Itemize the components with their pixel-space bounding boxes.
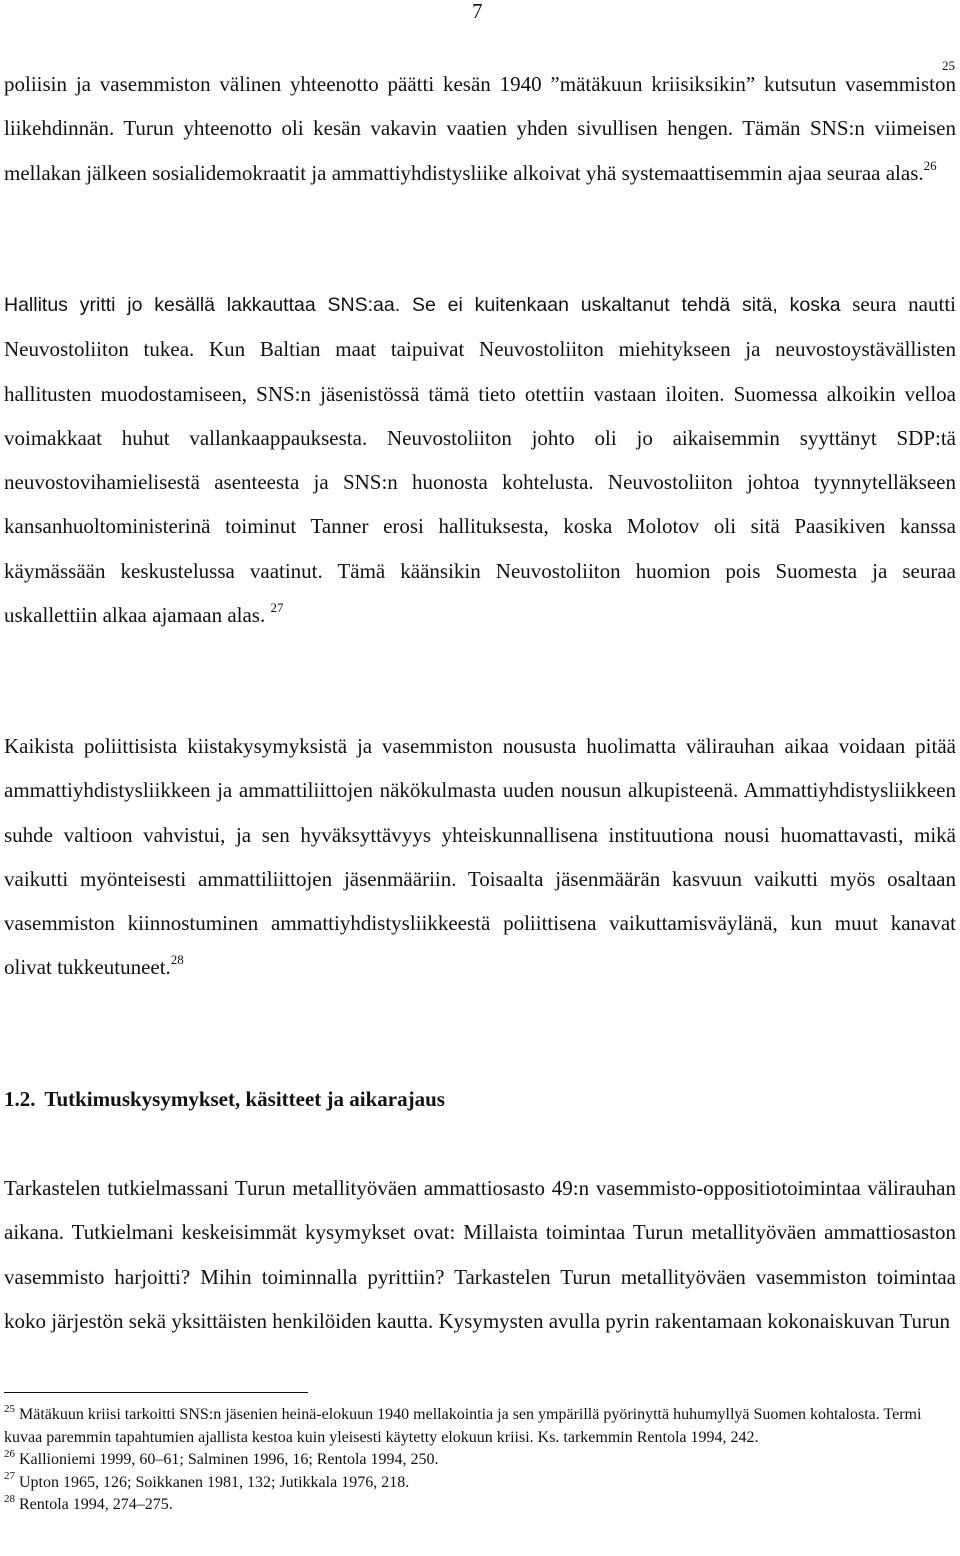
footnote-text: Kallioniemi 1999, 60–61; Salminen 1996, 16; Rentola 1994, 250. [19,1451,439,1469]
paragraph-3-text: Kaikista poliittisista kiistakysymyksistä ja vasemmiston noususta huolimatta välirauhan aikaa voidaan pitää ammattiyhdistysliikkeen ja ammattiliittojen näkökulmasta uuden nousun alkupisteenä. Ammattiyhdistysliikkeen suhde valtioon vahvistui, ja sen hyväksyttävyys yhteiskunnallisena instituutiona nousi huomattavasti, mikä vaikutti myönteisesti ammattiliittojen jäsenmääriin. Toisaalta jäsenmäärän kasvuun vaikutti myös osaltaan vasemmiston kiinnostuminen ammattiyhdistysliikkeestä poliittisena vaikuttamisväylänä, kun muut kanavat olivat tukkeutuneet. [4,734,956,980]
page-number: 7 [472,0,483,23]
footnote-ref-27[interactable]: 27 [270,600,284,616]
footnote-number: 27 [4,1470,15,1483]
footnote-number: 28 [4,1493,15,1506]
footnote-26 [4,1449,956,1472]
section-title: Tutkimuskysymykset, käsitteet ja aikarajaus [44,1087,445,1111]
footnote-text: Upton 1965, 126; Soikkanen 1981, 132; Jutikkala 1976, 218. [19,1473,410,1491]
paragraph-3 [4,724,956,990]
footnote-ref-26[interactable]: 26 [923,157,937,173]
section-number: 1.2. [4,1087,36,1111]
footnote-ref-28[interactable]: 28 [170,952,184,968]
paragraph-1 [4,62,956,195]
document-page: 7 poliisin ja vasemmiston välinen yhteenotto päätti kesän 1940 ”mätäkuun kriisiksikin” kutsutun vasemmiston liikehdinnän. Turun yhteenotto oli kesän vakavin vaatien yhden sivullisen hengen. Tämän SNS:n viimeisen mellakan jälkeen sosialidemokraatit ja ammattiyhdistysliike alkoivat yhä systemaattisemmin ajaa seuraa alas.$^{26}$ 25 Hallitus yritti jo kesällä lakkauttaa SNS:aa. Se ei kuitenkaan uskaltanut tehdä sitä, koska seura nautti Neuvostoliiton tukea. Kun Baltian maat taipuivat Neuvostoliiton miehitykseen ja neuvostoystävällisten hallitusten muodostamiseen, SNS:n jäsenistössä tämä tieto otettiin vastaan iloiten. Suomessa alkoikin velloa voimakkaat huhut vallankaappauksesta. Neuvostoliiton johto oli jo aikaisemmin syyttänyt SDP:tä neuvostovihamielisestä asenteesta ja SNS:n huonosta kohtelusta. Neuvostoliiton johtoa tyynnytelläkseen kansanhuoltoministerinä toiminut Tanner erosi hallituksesta, koska Molotov oli sitä Paasikiven kanssa käymässään keskustelussa vaatinut. Tämä käänsikin Neuvostoliiton huomion pois Suomesta ja seuraa uskallettiin alkaa ajamaan alas. $^{27}$ Kaikista poliittisista kiistakysymyksistä ja vasemmiston noususta huolimatta välirauhan aikaa voidaan pitää ammattiyhdistysliikkeen ja ammattiliittojen näkökulmasta uuden nousun alkupisteenä. Ammattiyhdistysliikkeen suhde valtioon vahvistui, ja sen hyväksyttävyys yhteiskunnallisena instituutiona nousi huomattavasti, mikä vaikutti myönteisesti ammattiliittojen jäsenmääriin. Toisaalta jäsenmäärän kasvuun vaikutti myös osaltaan vasemmiston kiinnostuminen ammattiyhdistysliikkeestä poliittisena vaikuttamisväylänä, kun muut kanavat olivat tukkeutuneet.$^{28}$ 1.2. Tutkimuskysymykset, käsitteet ja aikarajaus Tarkastelen tutkielmassani Turun metallityöväen ammattiosasto 49:n vasemmisto-oppositiotoimintaa välirauhan aikana. Tutkielmani keskeisimmät kysymykset ovat: Millaista toimintaa Turun metallityöväen ammattiosaston vasemmisto harjoitti? Mihin toiminnalla pyrittiin? Tarkastelen Turun metallityöväen vasemmiston toimintaa koko järjestön sekä yksittäisten henkilöiden kautta. Kysymysten avulla pyrin rakentamaan kokonaiskuvan Turun $^{25}$ Mätäkuun kriisi tarkoitti SNS:n jäsenien heinä-elokuun 1940 mellakointia ja sen ympärillä pyörinyttä huhumyllyä Suomen kohtalosta. Termi kuvaa paremmin tapahtumien ajallista kestoa kuin yleisesti käytetty elokuun kriisi. Ks. tarkemmin Rentola 1994, 242. $^{26}$ Kallioniemi 1999, 60–61; Salminen 1996, 16; Rentola 1994, 250. $^{27}$ Upton 1965, 126; Soikkanen 1981, 132; Jutikkala 1976, 218. $^{28}$ Rentola 1994, 274–275. [0,0,960,1556]
footnote-separator [4,1392,308,1393]
paragraph-1-text: poliisin ja vasemmiston välinen yhteenotto päätti kesän 1940 ”mätäkuun kriisiksikin” kutsutun vasemmiston liikehdinnän. Turun yhteenotto oli kesän vakavin vaatien yhden sivullisen hengen. Tämän SNS:n viimeisen mellakan jälkeen sosialidemokraatit ja ammattiyhdistysliike alkoivat yhä systemaattisemmin ajaa seuraa alas. [4,72,956,185]
footnote-25 [4,1404,956,1449]
paragraph-2-sans-text: Hallitus yritti jo kesällä lakkauttaa SNS:aa. Se ei kuitenkaan uskaltanut tehdä sitä, koska [4,294,841,316]
footnote-number: 26 [4,1447,15,1460]
footnote-28 [4,1494,956,1517]
paragraph-4-text: Tarkastelen tutkielmassani Turun metallityöväen ammattiosasto 49:n vasemmisto-oppositiotoimintaa välirauhan aikana. Tutkielmani keskeisimmät kysymykset ovat: Millaista toimintaa Turun metallityöväen ammattiosaston vasemmisto harjoitti? Mihin toiminnalla pyrittiin? Tarkastelen Turun metallityöväen vasemmiston toimintaa koko järjestön sekä yksittäisten henkilöiden kautta. Kysymysten avulla pyrin rakentamaan kokonaiskuvan Turun [4,1176,956,1333]
section-heading [4,1084,445,1114]
footnote-27 [4,1472,956,1495]
footnotes [4,1404,956,1517]
paragraph-2-text: seura nautti Neuvostoliiton tukea. Kun Baltian maat taipuivat Neuvostoliiton miehitykseen ja neuvostoystävällisten hallitusten muodostamiseen, SNS:n jäsenistössä tämä tieto otettiin vastaan iloiten. Suomessa alkoikin velloa voimakkaat huhut vallankaappauksesta. Neuvostoliiton johto oli jo aikaisemmin syyttänyt SDP:tä neuvostovihamielisestä asenteesta ja SNS:n huonosta kohtelusta. Neuvostoliiton johtoa tyynnytelläkseen kansanhuoltoministerinä toiminut Tanner erosi hallituksesta, koska Molotov oli sitä Paasikiven kanssa käymässään keskustelussa vaatinut. Tämä käänsikin Neuvostoliiton huomion pois Suomesta ja seuraa uskallettiin alkaa ajamaan alas. [4,292,957,628]
footnote-number: 25 [4,1402,15,1415]
paragraph-4 [4,1166,956,1343]
paragraph-2 [4,282,956,637]
footnote-text: Mätäkuun kriisi tarkoitti SNS:n jäsenien heinä-elokuun 1940 mellakointia ja sen ympärillä pyörinyttä huhumyllyä Suomen kohtalosta. Termi kuvaa paremmin tapahtumien ajallista kestoa kuin yleisesti käytetty elokuun kriisi. Ks. tarkemmin Rentola 1994, 242. [4,1406,922,1446]
footnote-text: Rentola 1994, 274–275. [19,1496,173,1514]
